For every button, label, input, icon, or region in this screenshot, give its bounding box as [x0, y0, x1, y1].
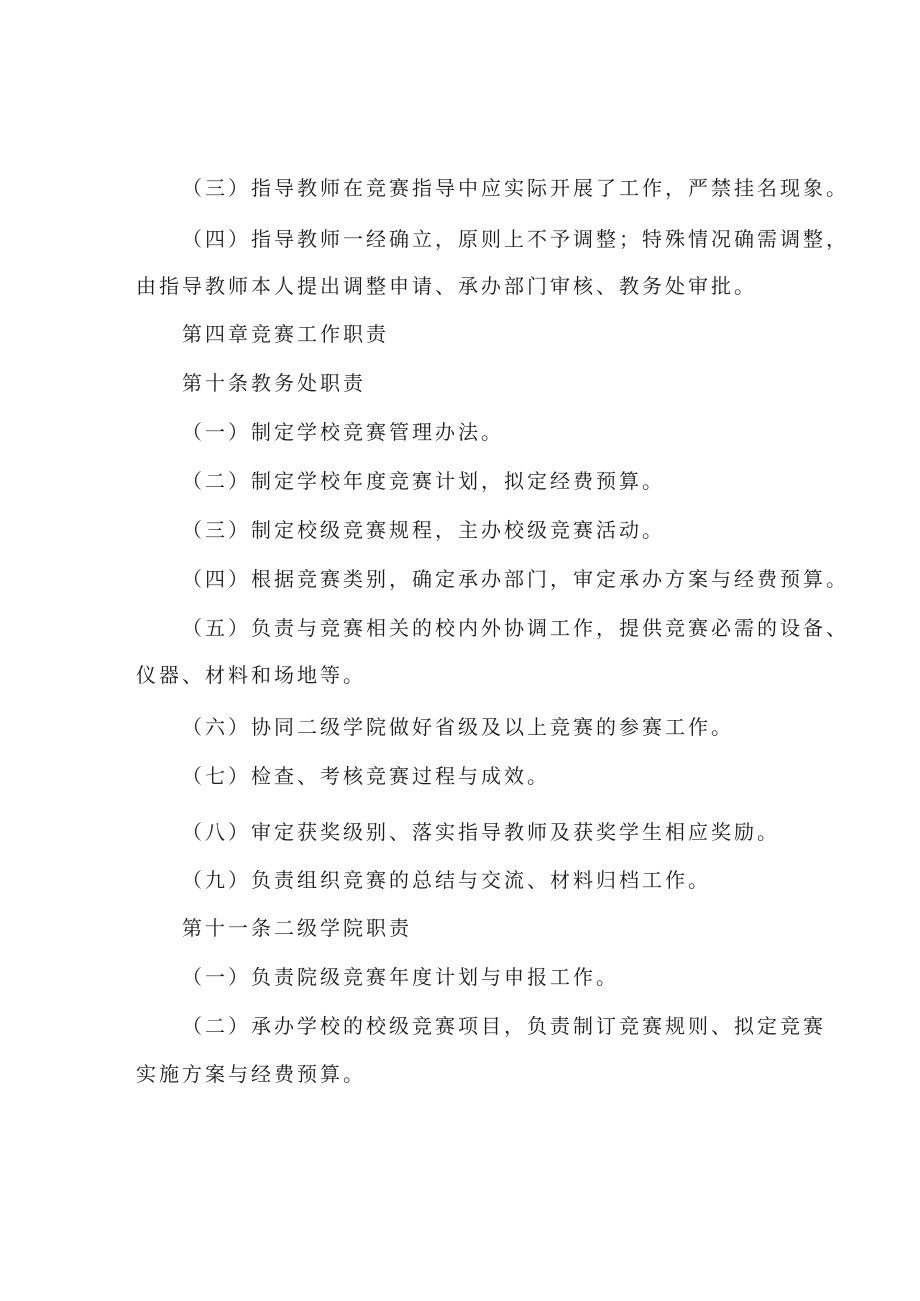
paragraph-line: （四）指导教师一经确立，原则上不予调整；特殊情况确需调整， — [182, 227, 849, 251]
paragraph-line: （三）制定校级竞赛规程，主办校级竞赛活动。 — [182, 518, 665, 542]
paragraph-line: （二）承办学校的校级竞赛项目，负责制订竞赛规则、拟定竞赛 — [182, 1014, 826, 1038]
paragraph-line: 仪器、材料和场地等。 — [136, 663, 366, 687]
paragraph-line: （二）制定学校年度竞赛计划，拟定经费预算。 — [182, 469, 665, 493]
paragraph-line: （一）制定学校竞赛管理办法。 — [182, 420, 504, 444]
paragraph-line: （五）负责与竞赛相关的校内外协调工作，提供竞赛必需的设备、 — [182, 616, 849, 640]
paragraph-line: （九）负责组织竞赛的总结与交流、材料归档工作。 — [182, 868, 711, 892]
paragraph-line: 由指导教师本人提出调整申请、承办部门审核、教务处审批。 — [136, 274, 757, 298]
paragraph-line: （四）根据竞赛类别，确定承办部门，审定承办方案与经费预算。 — [182, 567, 849, 591]
chapter-heading: 第四章竞赛工作职责 — [182, 322, 389, 346]
article-heading: 第十条教务处职责 — [182, 371, 366, 395]
paragraph-line: （三）指导教师在竞赛指导中应实际开展了工作，严禁挂名现象。 — [182, 176, 849, 200]
paragraph-line: （一）负责院级竞赛年度计划与申报工作。 — [182, 965, 619, 989]
paragraph-line: （七）检查、考核竞赛过程与成效。 — [182, 764, 550, 788]
paragraph-line: （八）审定获奖级别、落实指导教师及获奖学生相应奖励。 — [182, 820, 780, 844]
paragraph-line: （六）协同二级学院做好省级及以上竞赛的参赛工作。 — [182, 715, 734, 739]
article-heading: 第十一条二级学院职责 — [182, 916, 412, 940]
paragraph-line: 实施方案与经费预算。 — [136, 1062, 366, 1086]
